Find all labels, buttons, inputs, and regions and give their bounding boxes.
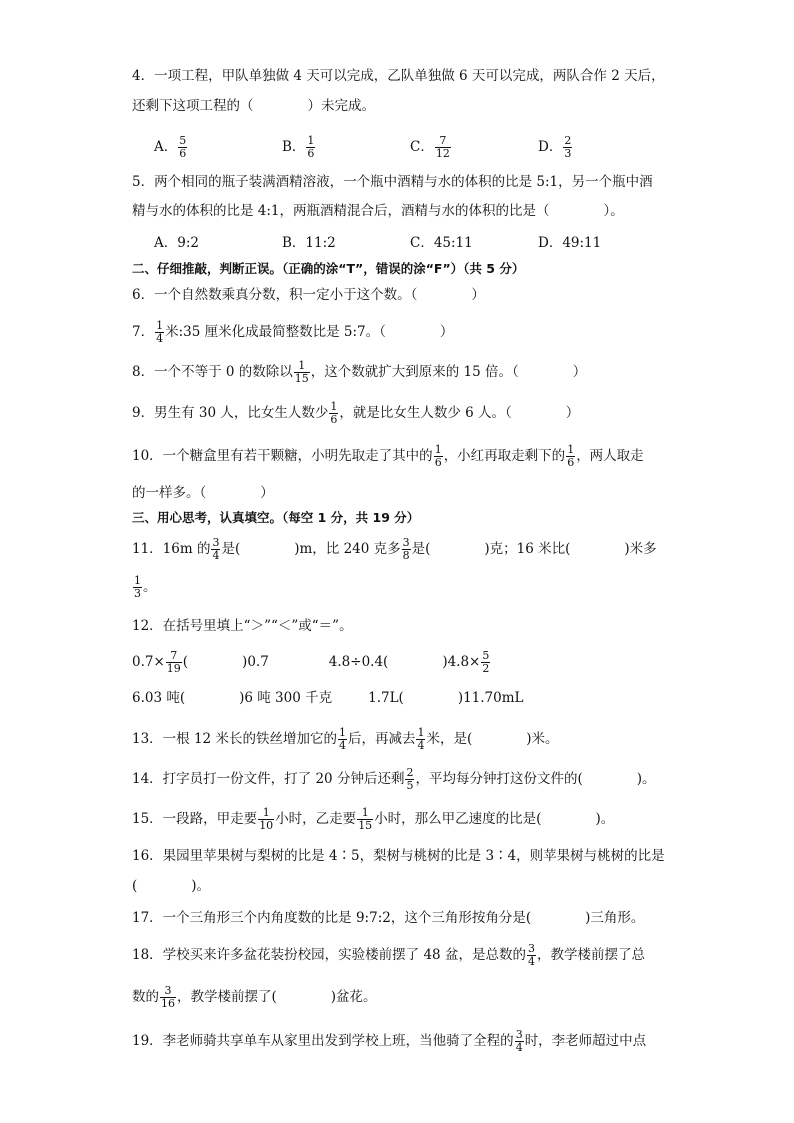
fraction: $\frac{3}{8}$	[402, 536, 410, 562]
q4-option-b[interactable]: B． $\frac{1}{6}$	[282, 134, 315, 160]
q5-option-d[interactable]: D．49:11	[538, 235, 602, 251]
q14: 14．打字员打一份文件，打了 20 分钟后还剩 $\frac{2}{5}$ ，平均每分钟打这份文件的( )。	[132, 766, 656, 792]
fraction: $\frac{1}{4}$	[156, 319, 164, 345]
q11-line2: $\frac{1}{3}$ 。	[134, 574, 157, 600]
q17: 17．一个三角形三个内角度数的比是 9:7:2，这个三角形按角分是( )三角形。	[132, 910, 645, 926]
q18-line2: 数的 $\frac{3}{16}$ ，教学楼前摆了( )盆花。	[132, 984, 377, 1010]
fraction: $\frac{3}{4}$	[212, 536, 220, 562]
q8: 8．一个不等于 0 的数除以 $\frac{1}{15}$ ，这个数就扩大到原来的 15 倍。（ ）	[132, 359, 587, 385]
fraction: $\frac{5}{2}$	[482, 649, 490, 675]
fraction: $\frac{7}{12}$	[435, 134, 450, 160]
fraction: $\frac{2}{3}$	[564, 134, 572, 160]
q19: 19．李老师骑共享单车从家里出发到学校上班，当他骑了全程的 $\frac{3}{4}$ 时，李老师超过中点	[132, 1028, 647, 1054]
fraction: $\frac{3}{16}$	[161, 984, 175, 1010]
fraction: $\frac{3}{4}$	[515, 1028, 523, 1054]
q4-option-c[interactable]: C． $\frac{7}{12}$	[410, 134, 450, 160]
q12-line3: 6.03 吨( )6 吨 300 千克 1.7L( )11.70mL	[132, 690, 524, 706]
q4-line2: 还剩下这项工程的（ ）未完成。	[132, 98, 375, 114]
fraction: $\frac{5}{6}$	[179, 134, 187, 160]
q4-option-d[interactable]: D． $\frac{2}{3}$	[538, 134, 572, 160]
q6: 6．一个自然数乘真分数，积一定小于这个数。（ ）	[132, 287, 485, 303]
q9: 9．男生有 30 人，比女生人数少 $\frac{1}{6}$ ，就是比女生人数少 6 人。（ ）	[132, 400, 580, 426]
fraction: $\frac{1}{10}$	[259, 806, 274, 832]
q15: 15．一段路，甲走要 $\frac{1}{10}$ 小时，乙走要 $\frac{1}{15}$ 小时，那么甲乙速度的比是( )。	[132, 806, 615, 832]
q16-line2: ( )。	[132, 878, 211, 894]
q4-options	[132, 132, 666, 162]
q13: 13．一根 12 米长的铁丝增加它的 $\frac{1}{4}$ 后，再减去 $\frac{1}{4}$ 米，是( )米。	[132, 726, 559, 752]
fraction: $\frac{3}{4}$	[527, 942, 535, 968]
q5-line2: 精与水的体积的比是 4:1，两瓶酒精混合后，酒精与水的体积的比是（ ）。	[132, 203, 624, 219]
fraction: $\frac{1}{6}$	[567, 443, 575, 469]
q5-options	[132, 233, 666, 253]
fraction: $\frac{1}{15}$	[294, 359, 309, 385]
q12-line1: 12．在括号里填上“＞”“＜”或“＝”。	[132, 618, 353, 634]
fraction: $\frac{1}{15}$	[358, 806, 373, 832]
q7: 7． $\frac{1}{4}$ 米:35 厘米化成最简整数比是 5:7。（ ）	[132, 319, 454, 345]
q5-option-c[interactable]: C．45:11	[410, 235, 473, 251]
fraction: $\frac{1}{3}$	[134, 574, 141, 600]
q18-line1: 18．学校买来许多盆花装扮校园，实验楼前摆了 48 盆，是总数的 $\frac{3}{4}$ ，教学楼前摆了总	[132, 942, 645, 968]
fraction: $\frac{1}{6}$	[330, 400, 338, 426]
q12-line2: 0.7× $\frac{7}{19}$ ( )0.7 4.8÷0.4( )4.8× $\frac{5}{2}$	[132, 649, 490, 675]
q5-line1: 5．两个相同的瓶子装满酒精溶液，一个瓶中酒精与水的体积的比是 5:1，另一个瓶中酒	[132, 174, 653, 190]
fraction: $\frac{1}{4}$	[417, 726, 425, 752]
q4-line1: 4．一项工程，甲队单独做 4 天可以完成，乙队单独做 6 天可以完成，两队合作 2 天后，	[132, 68, 665, 84]
fraction: $\frac{7}{19}$	[166, 649, 181, 675]
section-3-heading: 三、用心思考，认真填空。（每空 1 分，共 19 分）	[132, 510, 420, 525]
fraction: $\frac{2}{5}$	[406, 766, 414, 792]
q16-line1: 16．果园里苹果树与梨树的比是 4∶5，梨树与桃树的比是 3∶4，则苹果树与桃树的比是	[132, 848, 665, 864]
q11-line1: 11．16m 的 $\frac{3}{4}$ 是( )m，比 240 克多 $\frac{3}{8}$ 是( )克；16 米比( )米多	[132, 536, 657, 562]
q10-line2: 的一样多。（ ）	[132, 485, 274, 501]
q10-line1: 10．一个糖盒里有若干颗糖，小明先取走了其中的 $\frac{1}{6}$ ，小红再取走剩下的 $\frac{1}{6}$ ，两人取走	[132, 443, 644, 469]
q4-option-a[interactable]: A． $\frac{5}{6}$	[154, 134, 187, 160]
q5-option-a[interactable]: A．9:2	[154, 235, 199, 251]
fraction: $\frac{1}{4}$	[338, 726, 346, 752]
section-2-heading: 二、仔细推敲，判断正误。（正确的涂“T”，错误的涂“F”）（共 5 分）	[132, 261, 525, 276]
fraction: $\frac{1}{6}$	[307, 134, 315, 160]
fraction: $\frac{1}{6}$	[434, 443, 442, 469]
q5-option-b[interactable]: B．11:2	[282, 235, 336, 251]
